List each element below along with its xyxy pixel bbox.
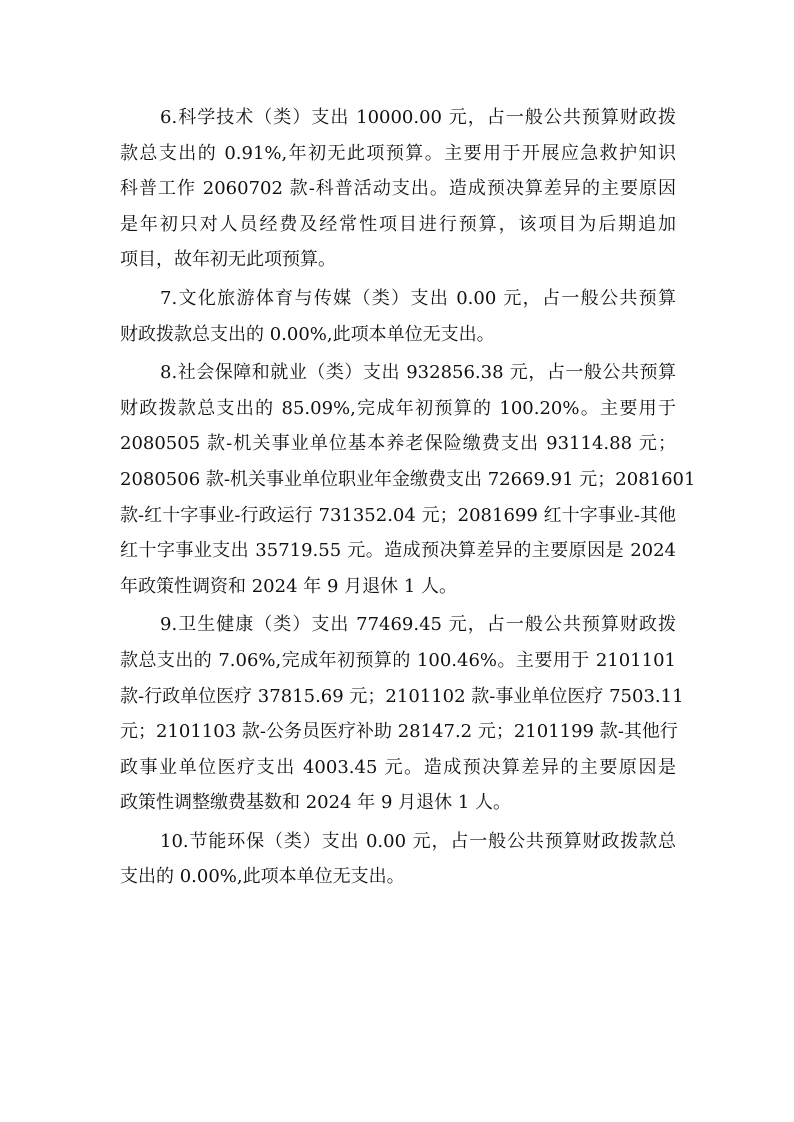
text-line: 款总支出的 0.91%,年初无此项预算。主要用于开展应急救护知识 [120,142,676,164]
text-line: 款总支出的 7.06%,完成年初预算的 100.46%。主要用于 2101101 [120,649,676,671]
paragraph-culture-tourism [120,281,676,352]
document-body [120,100,696,898]
text-line: 9.卫生健康（类）支出 77469.45 元，占一般公共预算财政拨 [160,614,676,636]
text-line: 10.节能环保（类）支出 0.00 元，占一般公共预算财政拨款总 [160,830,676,852]
text-line: 6.科学技术（类）支出 10000.00 元，占一般公共预算财政拨 [160,107,676,128]
text-line: 元；2101103 款-公务员医疗补助 28147.2 元；2101199 款-其他行 [120,721,678,743]
paragraph-science-technology [120,100,676,278]
text-line: 2080506 款-机关事业单位职业年金缴费支出 72669.91 元；2081601 [120,468,696,490]
text-line: 科普工作 2060702 款-科普活动支出。造成预决算差异的主要原因 [120,178,676,200]
text-line: 政事业单位医疗支出 4003.45 元。造成预决算差异的主要原因是 [120,756,676,778]
paragraph-social-security [120,355,696,604]
text-line: 支出的 0.00%,此项本单位无支出。 [120,866,405,888]
text-line: 7.文化旅游体育与传媒（类）支出 0.00 元，占一般公共预算 [160,287,676,309]
text-line: 2080505 款-机关事业单位基本养老保险缴费支出 93114.88 元； [120,433,676,455]
text-line: 是年初只对人员经费及经常性项目进行预算，该项目为后期追加 [120,213,676,235]
paragraph-energy-environment [120,824,676,895]
text-line: 款-红十字事业-行政运行 731352.04 元；2081699 红十字事业-其他 [120,504,676,526]
text-line: 红十字事业支出 35719.55 元。造成预决算差异的主要原因是 2024 [120,540,676,562]
text-line: 财政拨款总支出的 85.09%,完成年初预算的 100.20%。主要用于 [120,397,676,419]
text-line: 政策性调整缴费基数和 2024 年 9 月退休 1 人。 [120,792,512,814]
text-line: 项目，故年初无此项预算。 [120,249,336,271]
text-line: 8.社会保障和就业（类）支出 932856.38 元，占一般公共预算 [160,362,676,384]
text-line: 财政拨款总支出的 0.00%,此项本单位无支出。 [120,323,495,345]
text-line: 款-行政单位医疗 37815.69 元；2101102 款-事业单位医疗 7503.11 [120,685,684,707]
text-line: 年政策性调资和 2024 年 9 月退休 1 人。 [120,575,458,597]
paragraph-health [120,607,684,821]
